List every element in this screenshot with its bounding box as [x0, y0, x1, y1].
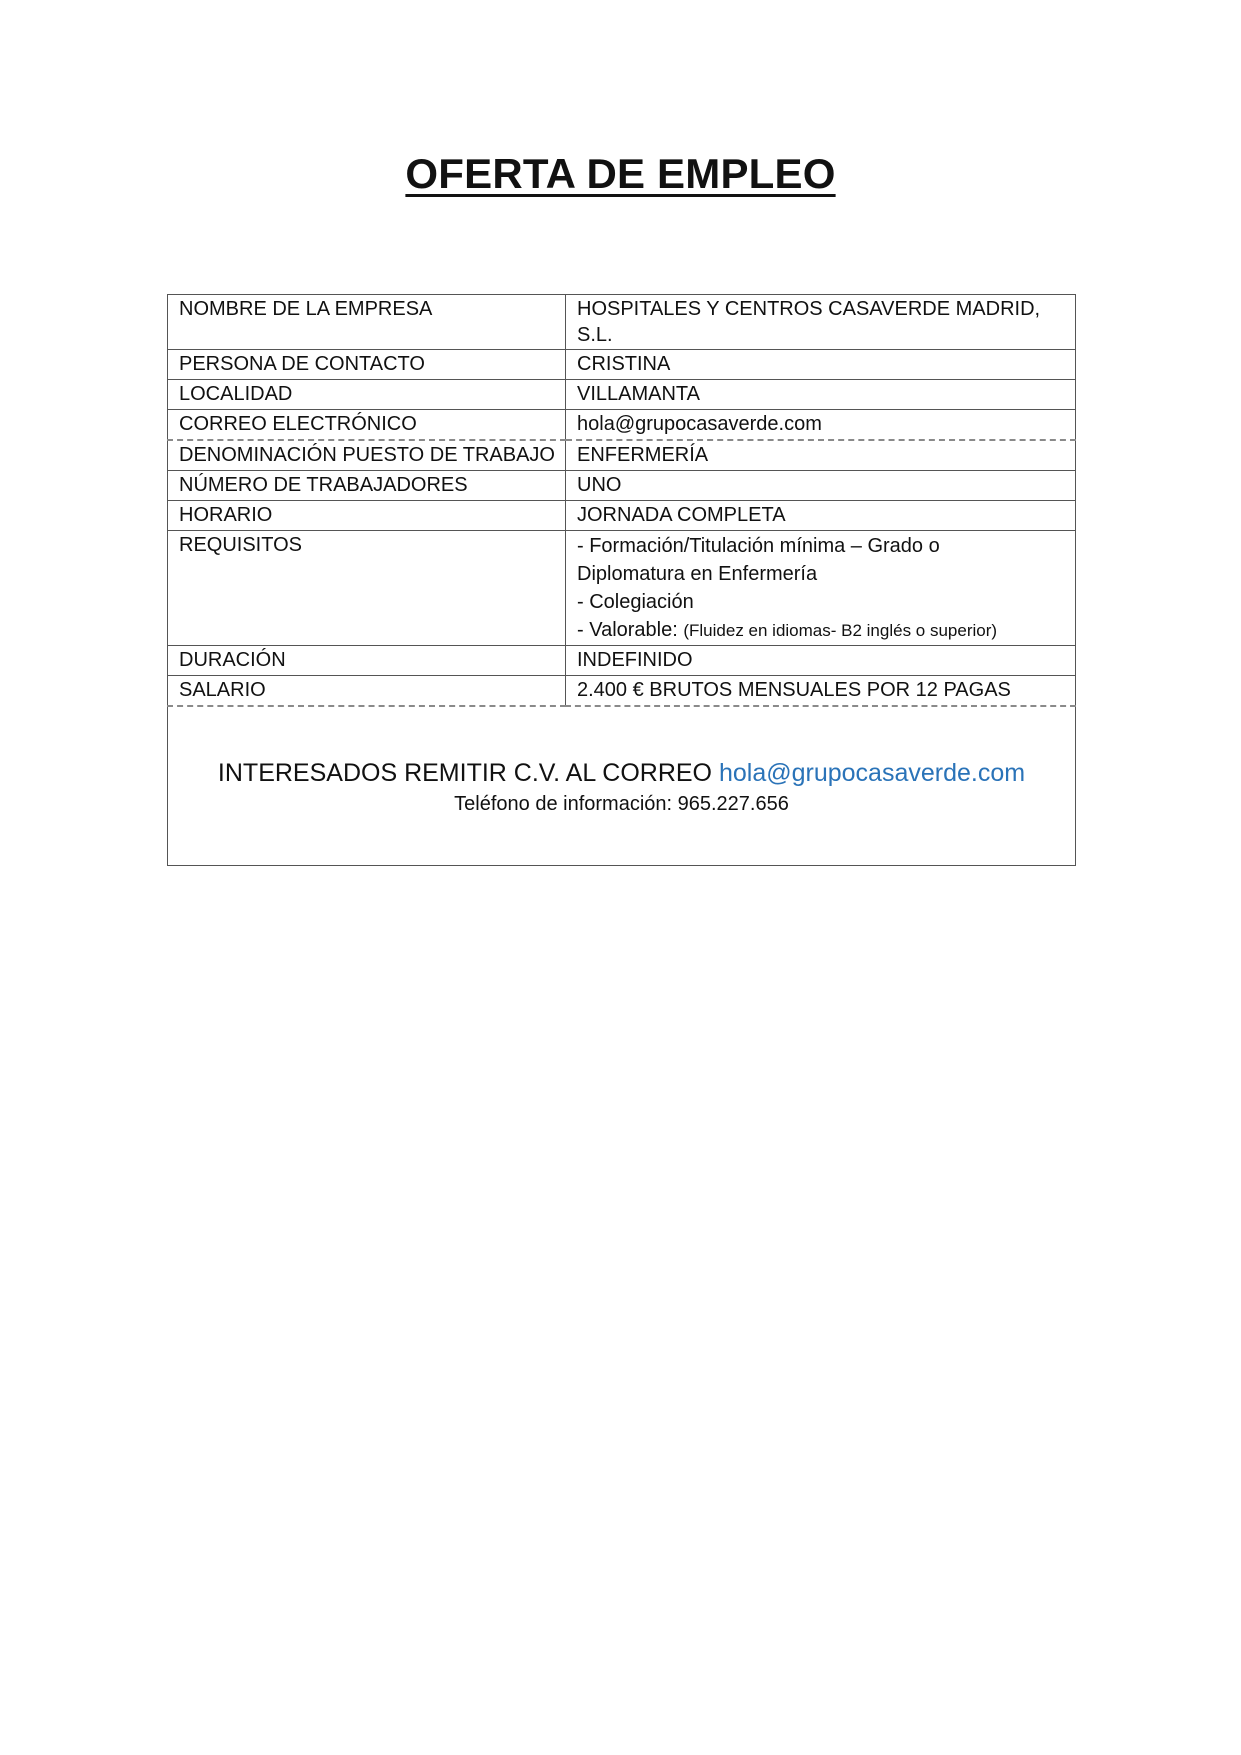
row-label: CORREO ELECTRÓNICO — [168, 410, 566, 441]
row-label: SALARIO — [168, 676, 566, 707]
row-label: NOMBRE DE LA EMPRESA — [168, 295, 566, 350]
contact-cell — [168, 706, 1076, 866]
table-row — [168, 471, 1076, 501]
row-value: HOSPITALES Y CENTROS CASAVERDE MADRID, S.L. — [566, 295, 1076, 350]
requirement-line — [577, 616, 1065, 644]
row-value: JORNADA COMPLETA — [566, 501, 1076, 531]
table-row — [168, 531, 1076, 646]
row-value: INDEFINIDO — [566, 646, 1076, 676]
table-row — [168, 350, 1076, 380]
table-row — [168, 440, 1076, 471]
table-row — [168, 676, 1076, 707]
page-title: OFERTA DE EMPLEO — [405, 150, 836, 197]
requirement-line: - Colegiación — [577, 591, 694, 613]
requirement-detail: (Fluidez en idiomas- B2 inglés o superior) — [683, 621, 998, 640]
table-row — [168, 380, 1076, 410]
table-row — [168, 646, 1076, 676]
row-label: NÚMERO DE TRABAJADORES — [168, 471, 566, 501]
table-row — [168, 295, 1076, 350]
contact-row — [168, 706, 1076, 866]
contact-instruction — [178, 756, 1065, 790]
row-value: UNO — [566, 471, 1076, 501]
contact-text: INTERESADOS REMITIR C.V. AL CORREO — [217, 759, 719, 787]
row-value: hola@grupocasaverde.com — [566, 410, 1076, 441]
row-label: LOCALIDAD — [168, 380, 566, 410]
contact-phone: Teléfono de información: 965.227.656 — [454, 793, 789, 815]
row-value: ENFERMERÍA — [566, 440, 1076, 471]
requirements-cell — [566, 531, 1076, 646]
row-label: DENOMINACIÓN PUESTO DE TRABAJO — [168, 440, 566, 471]
contact-email-link[interactable]: hola@grupocasaverde.com — [718, 759, 1026, 787]
requirement-line: Diplomatura en Enfermería — [577, 563, 818, 585]
table-row — [168, 410, 1076, 441]
row-value: 2.400 € BRUTOS MENSUALES POR 12 PAGAS — [566, 676, 1076, 707]
requirement-line: - Formación/Titulación mínima – Grado o — [577, 535, 940, 557]
row-label: HORARIO — [168, 501, 566, 531]
row-label: PERSONA DE CONTACTO — [168, 350, 566, 380]
table-row — [168, 501, 1076, 531]
row-value: CRISTINA — [566, 350, 1076, 380]
job-offer-table — [167, 294, 1076, 866]
row-label: DURACIÓN — [168, 646, 566, 676]
row-value: VILLAMANTA — [566, 380, 1076, 410]
requirement-prefix: - Valorable: — [577, 619, 684, 641]
row-label: REQUISITOS — [168, 531, 566, 646]
